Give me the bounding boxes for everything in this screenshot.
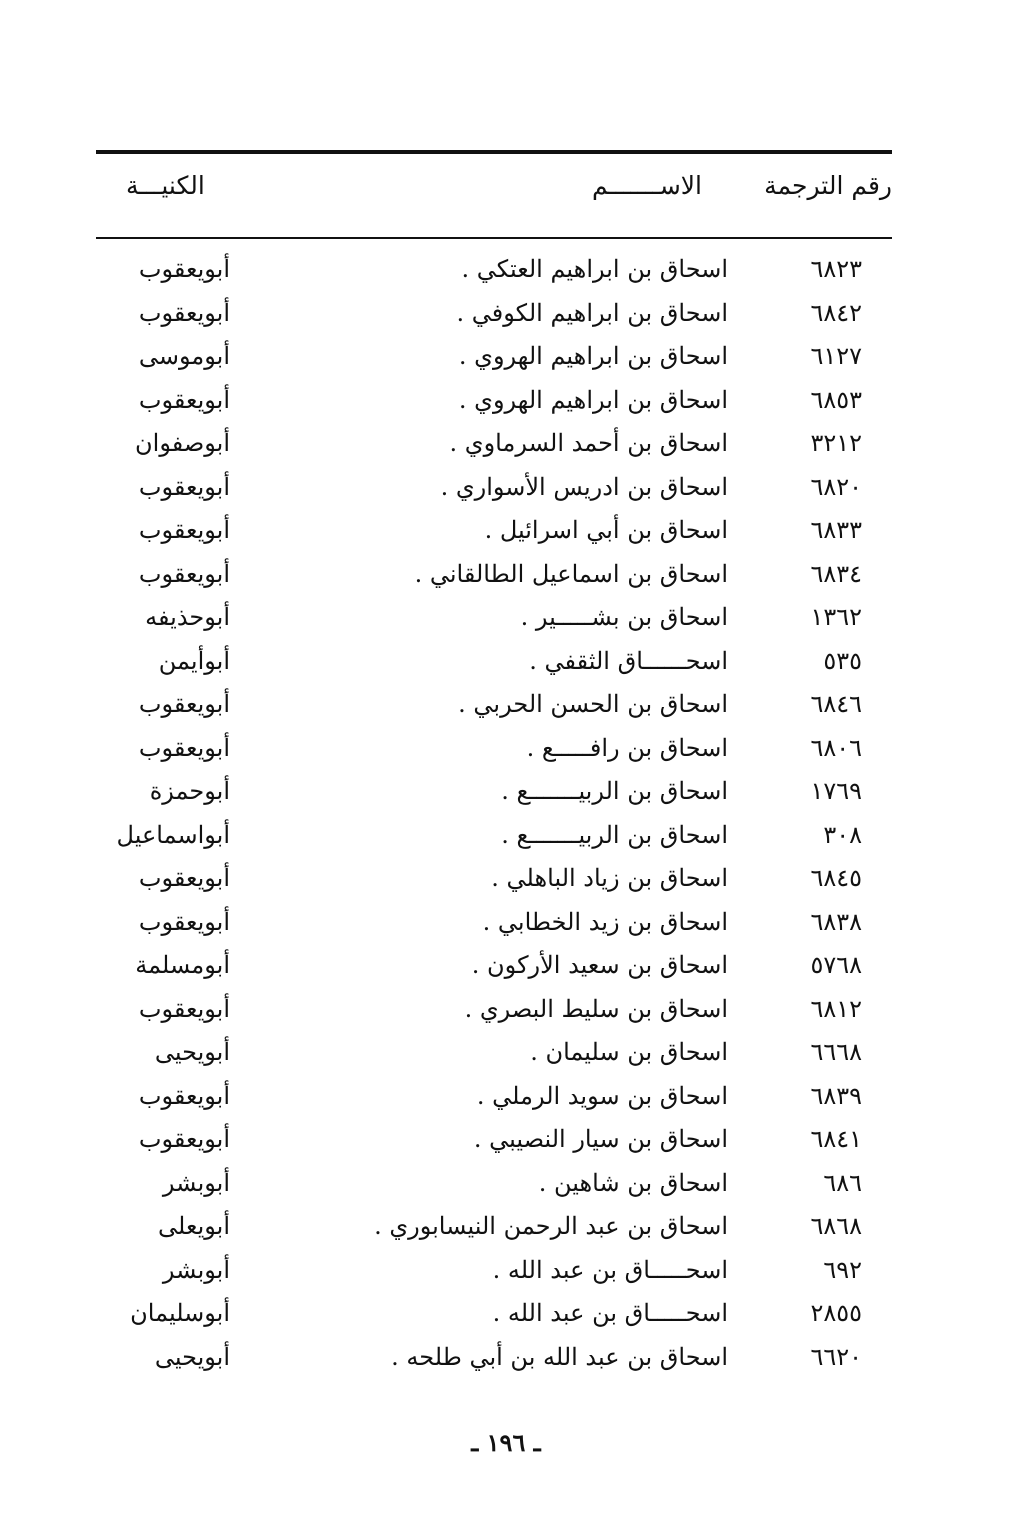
narrator-name: اسحاق بن ابراهيم الهروي . <box>458 342 728 370</box>
narrator-kunya: أبوأيمن <box>158 646 230 675</box>
narrator-kunya: أبويعقوب <box>138 1081 230 1110</box>
translation-number: ٦٦٢٠ <box>810 1342 862 1371</box>
table-row <box>96 422 892 466</box>
translation-number: ٦٨٣٩ <box>810 1081 862 1110</box>
narrator-kunya: أبويعقوب <box>138 733 230 762</box>
narrator-name: اسحاق بن ابراهيم العتكي . <box>461 255 728 283</box>
translation-number: ٦٨٦ <box>823 1168 862 1197</box>
header-kunya: الكنيـــة <box>126 171 205 200</box>
table-row <box>96 770 892 814</box>
narrator-kunya: أبوموسى <box>138 342 230 370</box>
narrator-kunya: أبوحمزة <box>149 777 230 805</box>
translation-number: ٦٨٠٦ <box>810 733 862 762</box>
table-row <box>96 640 892 684</box>
narrator-name: اسحاق بن أبي اسرائيل . <box>484 516 728 544</box>
translation-number: ٦٨٣٣ <box>810 516 862 544</box>
narrator-name: اسحاق بن الربيـــــــع . <box>501 777 728 805</box>
translation-number: ٦٨٢٣ <box>810 255 862 283</box>
narrator-kunya: أبويعلى <box>158 1212 230 1240</box>
narrator-name: اسحاق بن زيد الخطابي . <box>482 907 728 936</box>
table-row <box>96 1249 892 1293</box>
table-row <box>96 1162 892 1206</box>
narrator-name: اسحاق بن عبد الله بن أبي طلحه . <box>391 1342 728 1371</box>
narrator-kunya: أبومسلمة <box>135 951 230 979</box>
header-translation-number: رقم الترجمة <box>764 171 892 200</box>
translation-number: ٥٧٦٨ <box>810 951 862 979</box>
narrator-name: اسحاق بن سويد الرملي . <box>476 1081 728 1110</box>
table-row <box>96 466 892 510</box>
translation-number: ١٣٦٢ <box>810 603 862 631</box>
translation-number: ٦٦٦٨ <box>810 1038 862 1066</box>
narrator-kunya: أبوصفوان <box>135 429 230 457</box>
table-row <box>96 335 892 379</box>
narrator-name: اسحاق بن رافـــــع . <box>526 733 728 762</box>
table-row <box>96 248 892 292</box>
table-row <box>96 292 892 336</box>
translation-number: ٦٨٤١ <box>810 1125 862 1153</box>
narrator-kunya: أبويعقوب <box>138 864 230 892</box>
top-rule <box>96 150 892 154</box>
table-row <box>96 814 892 858</box>
narrator-kunya: أبويعقوب <box>138 516 230 544</box>
narrator-name: اسحــــــاق الثقفي . <box>529 646 728 675</box>
header-rule <box>96 237 892 239</box>
narrator-kunya: أبوبشر <box>162 1255 230 1284</box>
table-row <box>96 1292 892 1336</box>
narrator-kunya: أبويحيى <box>154 1342 230 1371</box>
narrator-name: اسحاق بن سعيد الأركون . <box>471 951 728 979</box>
translation-number: ٦٩٢ <box>823 1255 862 1284</box>
narrator-name: اسحاق بن بشـــــير . <box>520 603 728 631</box>
narrator-kunya: أبويعقوب <box>138 690 230 718</box>
table-row <box>96 901 892 945</box>
narrator-name: اسحاق بن سيار النصيبي . <box>473 1125 728 1153</box>
narrator-name: اسحاق بن ابراهيم الهروي . <box>458 385 728 414</box>
narrator-kunya: أبويعقوب <box>138 907 230 936</box>
translation-number: ١٧٦٩ <box>810 777 862 805</box>
table-row <box>96 727 892 771</box>
narrator-name: اسحاق بن عبد الرحمن النيسابوري . <box>374 1212 728 1240</box>
table-row <box>96 988 892 1032</box>
narrator-kunya: أبويعقوب <box>138 298 230 327</box>
table-row <box>96 1118 892 1162</box>
table-row <box>96 1031 892 1075</box>
narrator-kunya: أبويعقوب <box>138 559 230 588</box>
narrator-name: اسحاق بن زياد الباهلي . <box>491 864 728 892</box>
narrator-name: اسحاق بن أحمد السرماوي . <box>449 429 728 457</box>
translation-number: ٣٢١٢ <box>810 429 862 457</box>
table-header <box>96 166 892 216</box>
table-row <box>96 596 892 640</box>
table-row <box>96 1336 892 1380</box>
translation-number: ٦٨٦٨ <box>810 1212 862 1240</box>
page-number: ـ ١٩٦ ـ <box>471 1428 541 1457</box>
narrator-name: اسحاق بن سليمان . <box>530 1038 728 1066</box>
table-row <box>96 857 892 901</box>
translation-number: ٦٨١٢ <box>810 994 862 1023</box>
translation-number: ٦٨٤٥ <box>810 864 862 892</box>
narrator-name: اسحـــــاق بن عبد الله . <box>492 1255 728 1284</box>
translation-number: ٦٨٥٣ <box>810 385 862 414</box>
narrator-name: اسحاق بن ادريس الأسواري . <box>440 472 728 501</box>
narrator-kunya: أبواسماعيل <box>116 820 230 849</box>
table-row <box>96 553 892 597</box>
narrator-name: اسحاق بن ابراهيم الكوفي . <box>456 298 728 327</box>
translation-number: ٦٨٤٦ <box>810 690 862 718</box>
narrator-kunya: أبويحيى <box>154 1038 230 1066</box>
narrator-name: اسحـــــاق بن عبد الله . <box>492 1299 728 1327</box>
table-row <box>96 1075 892 1119</box>
translation-number: ٢٨٥٥ <box>810 1299 862 1327</box>
table-row <box>96 379 892 423</box>
header-name: الاســـــــم <box>591 171 702 200</box>
table-row <box>96 509 892 553</box>
table-row <box>96 1205 892 1249</box>
translation-number: ٦٨٣٤ <box>810 559 862 588</box>
narrator-kunya: أبويعقوب <box>138 1125 230 1153</box>
narrator-kunya: أبويعقوب <box>138 385 230 414</box>
narrator-kunya: أبوحذيفه <box>145 603 230 631</box>
narrator-name: اسحاق بن اسماعيل الطالقاني . <box>414 559 728 588</box>
translation-number: ٦٨٣٨ <box>810 907 862 936</box>
narrator-kunya: أبويعقوب <box>138 472 230 501</box>
narrator-kunya: أبوبشر <box>162 1168 230 1197</box>
narrator-name: اسحاق بن سليط البصري . <box>464 994 728 1023</box>
translation-number: ٥٣٥ <box>823 646 862 675</box>
translation-number: ٦١٢٧ <box>810 342 862 370</box>
table-body <box>96 248 892 1379</box>
narrator-kunya: أبويعقوب <box>138 255 230 283</box>
translation-number: ٣٠٨ <box>823 820 862 849</box>
table-row <box>96 683 892 727</box>
translation-number: ٦٨٤٢ <box>810 298 862 327</box>
narrator-kunya: أبويعقوب <box>138 994 230 1023</box>
narrator-name: اسحاق بن شاهين . <box>538 1168 728 1197</box>
translation-number: ٦٨٢٠ <box>810 472 862 501</box>
narrator-name: اسحاق بن الحسن الحربي . <box>458 690 728 718</box>
table-row <box>96 944 892 988</box>
narrator-kunya: أبوسليمان <box>130 1299 230 1327</box>
narrator-name: اسحاق بن الربيـــــــع . <box>501 820 728 849</box>
